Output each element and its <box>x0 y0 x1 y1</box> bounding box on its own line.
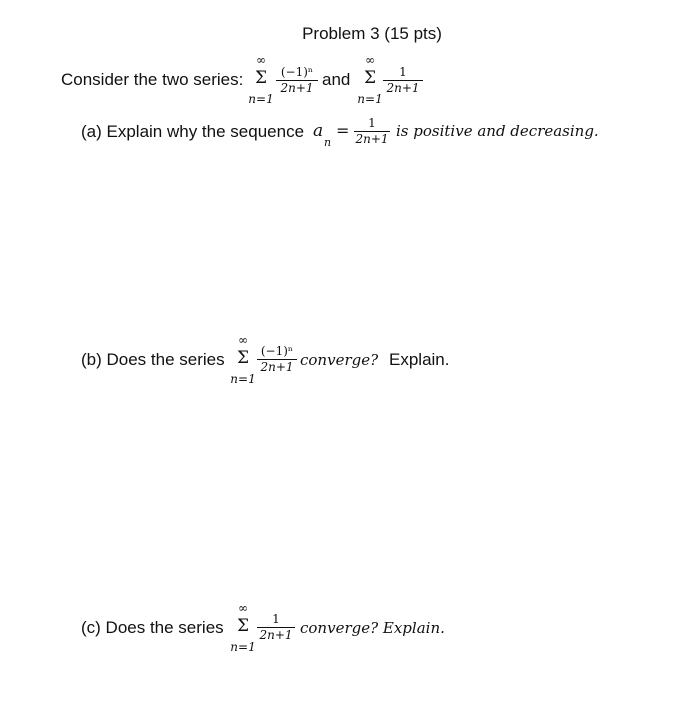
numerator: 1 <box>399 65 407 79</box>
intro-text: Consider the two series: <box>61 70 244 89</box>
part-c-suffix: converge? Explain. <box>300 619 445 637</box>
part-c-label: (c) Does the series <box>81 618 224 637</box>
sum-lower: n=1 <box>248 92 274 106</box>
part-b-converge: converge? <box>300 351 379 369</box>
fraction-2 <box>383 66 423 95</box>
denominator: 2n+1 <box>386 81 420 95</box>
fraction-a <box>354 117 390 146</box>
sigma-symbol: Σ <box>236 616 250 636</box>
numerator: (−1)ⁿ <box>280 65 314 79</box>
sum-lower: n=1 <box>230 372 256 386</box>
numerator: 1 <box>272 612 280 626</box>
fraction-1 <box>276 66 318 95</box>
sum-upper: ∞ <box>238 601 248 615</box>
numerator: (−1)ⁿ <box>260 344 294 358</box>
sigma-symbol: Σ <box>254 68 268 88</box>
denominator: 2n+1 <box>280 81 314 95</box>
and-text: and <box>322 70 351 89</box>
denominator: 2n+1 <box>355 132 389 146</box>
numerator: 1 <box>368 116 376 130</box>
sigma-symbol: Σ <box>236 348 250 368</box>
sum-upper: ∞ <box>256 53 266 67</box>
sum-upper: ∞ <box>238 333 248 347</box>
denominator: 2n+1 <box>260 360 294 374</box>
denominator: 2n+1 <box>259 628 293 642</box>
part-b-explain: Explain. <box>389 350 450 369</box>
sequence-var: a <box>313 121 324 141</box>
part-a-suffix: is positive and decreasing. <box>396 122 599 140</box>
problem-title: Problem 3 (15 pts) <box>302 24 442 43</box>
fraction-b <box>257 345 297 374</box>
sum-upper: ∞ <box>365 53 375 67</box>
sigma-symbol: Σ <box>363 68 377 88</box>
sum-lower: n=1 <box>357 92 383 106</box>
summation-c <box>230 600 256 654</box>
summation-b <box>230 332 256 386</box>
sequence-subscript: n <box>324 136 332 149</box>
fraction-c <box>257 613 295 642</box>
summation-2 <box>357 52 383 106</box>
summation-1 <box>248 52 274 106</box>
sum-lower: n=1 <box>230 640 256 654</box>
part-b-label: (b) Does the series <box>81 350 225 369</box>
equals-sign: = <box>336 121 350 140</box>
part-a-label: (a) Explain why the sequence <box>81 122 305 141</box>
